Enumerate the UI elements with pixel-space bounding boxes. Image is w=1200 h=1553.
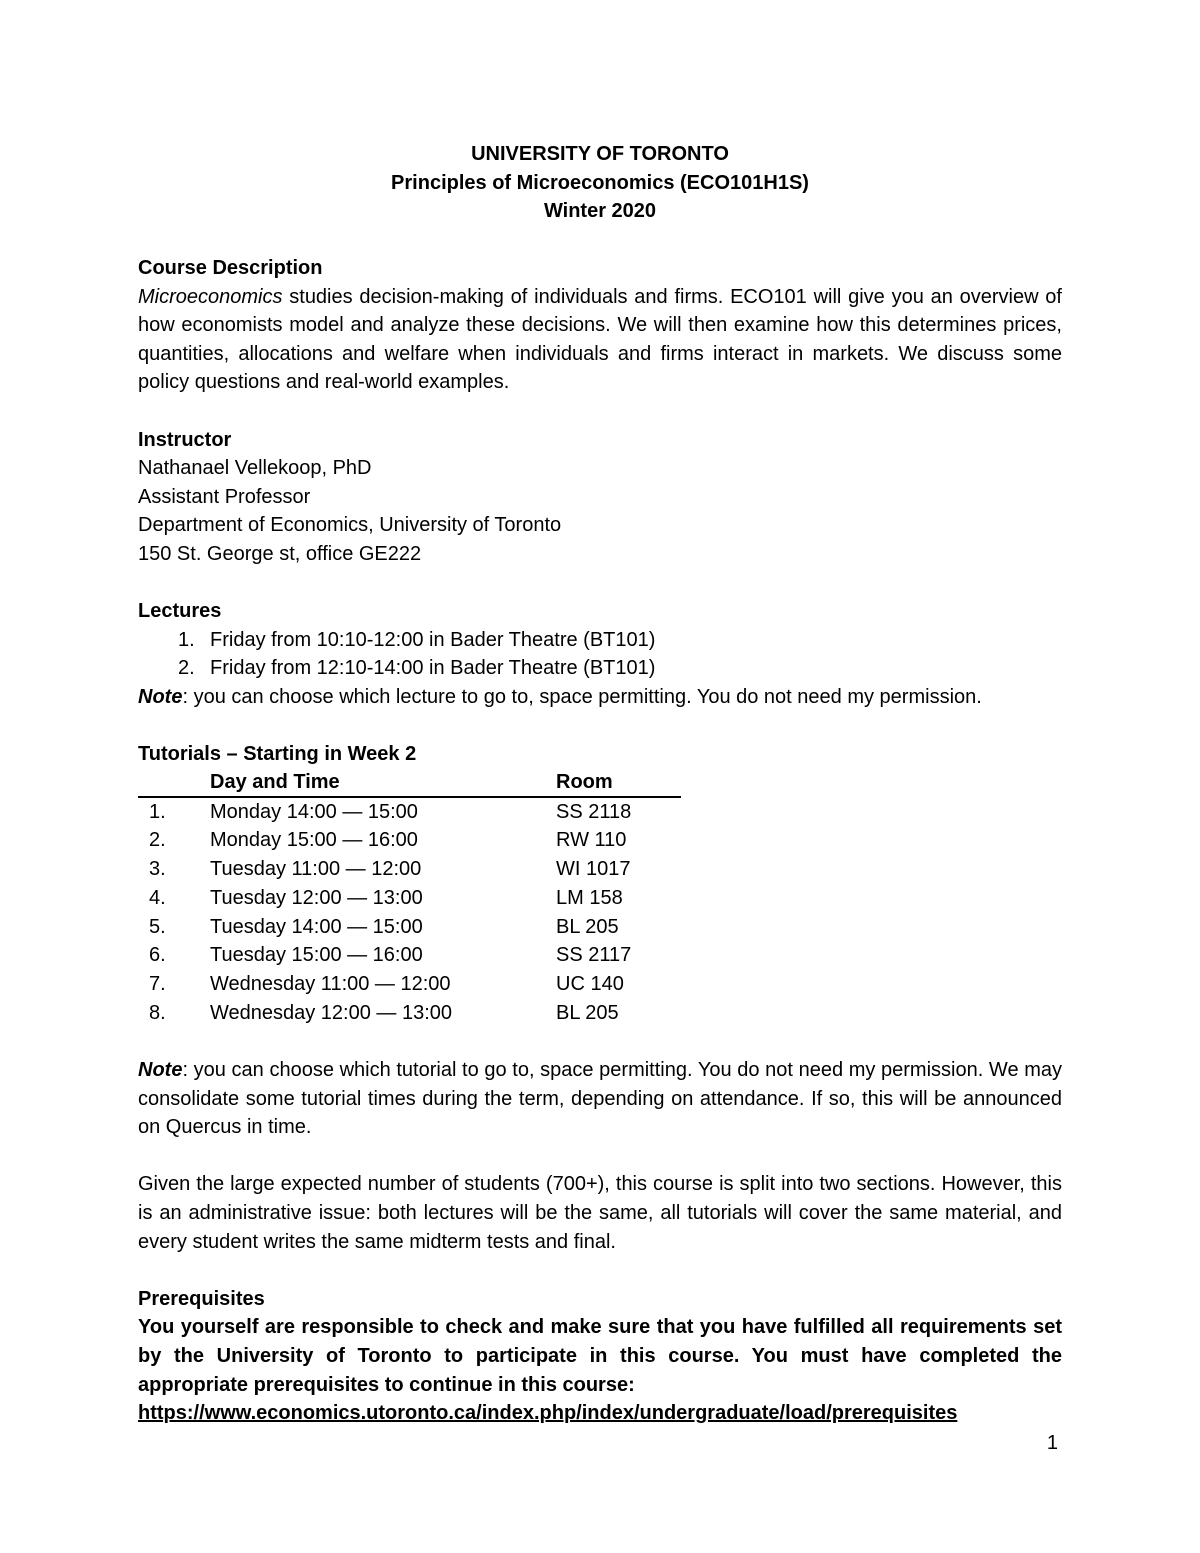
row-time: Monday 15:00 — 16:00 xyxy=(210,829,418,852)
column-header-room: Room xyxy=(556,769,681,797)
prerequisites-text: You yourself are responsible to check and make sure that you have fulfilled all requirements set by the University of Toronto to participate in this course. You must have completed the appropriate prerequisites to continue in this course: xyxy=(138,1316,1062,1396)
document-page xyxy=(138,140,1062,1428)
tutorials-table xyxy=(138,769,681,1028)
note-label: Note xyxy=(138,686,183,708)
row-number: 4. xyxy=(149,886,166,909)
table-row xyxy=(138,941,681,970)
lectures-heading: Lectures xyxy=(138,600,222,623)
university-title: UNIVERSITY OF TORONTO xyxy=(471,143,729,165)
table-row xyxy=(138,797,681,827)
row-number: 8. xyxy=(149,1001,166,1024)
row-room: BL 205 xyxy=(556,1001,619,1024)
prerequisites-link[interactable]: https://www.economics.utoronto.ca/index.php/index/undergraduate/load/prerequisites xyxy=(138,1402,958,1425)
instructor-title: Assistant Professor xyxy=(138,485,311,508)
row-number: 5. xyxy=(149,915,166,938)
table-row xyxy=(138,913,681,942)
row-room: WI 1017 xyxy=(556,858,631,881)
row-number: 7. xyxy=(149,973,166,995)
row-time: Tuesday 12:00 — 13:00 xyxy=(210,886,423,909)
tutorials-heading: Tutorials – Starting in Week 2 xyxy=(138,743,417,766)
table-row xyxy=(138,970,681,999)
description-lead: Microeconomics xyxy=(138,285,283,308)
page-number: 1 xyxy=(1046,1432,1058,1454)
instructor-name: Nathanael Vellekoop, PhD xyxy=(138,457,372,480)
note-text: : you can choose which lecture to go to, space permitting. You do not need my permission. xyxy=(182,686,982,708)
row-room: SS 2117 xyxy=(556,944,632,967)
lecture-text: Friday from 10:10-12:00 in Bader Theatre (BT101) xyxy=(210,628,656,651)
lecture-item xyxy=(178,654,1062,683)
row-number: 6. xyxy=(149,944,166,967)
table-row xyxy=(138,855,681,884)
row-number: 3. xyxy=(149,858,166,881)
note-label: Note xyxy=(138,1059,183,1081)
row-time: Monday 14:00 — 15:00 xyxy=(210,800,418,823)
row-time: Tuesday 15:00 — 16:00 xyxy=(210,944,423,967)
row-room: BL 205 xyxy=(556,915,619,938)
row-room: LM 158 xyxy=(556,886,623,909)
lecture-number: 1. xyxy=(178,628,195,651)
tutorials-note xyxy=(138,1056,1062,1142)
sections-paragraph: Given the large expected number of students (700+), this course is split into two sections. However, this is an administrative issue: both lectures will be the same, all tutorials will cover the same material, and every student writes the same midterm tests and final. xyxy=(138,1173,1062,1253)
lecture-item xyxy=(178,626,1062,655)
row-time: Wednesday 12:00 — 13:00 xyxy=(210,1001,453,1024)
note-text: : you can choose which tutorial to go to, space permitting. You do not need my permission. We may consolidate some tutorial times during the term, depending on attendance. If so, this will be announced on Quercus in time. xyxy=(138,1059,1062,1139)
lectures-list xyxy=(138,626,1062,683)
column-header-number xyxy=(138,769,210,797)
table-row xyxy=(138,884,681,913)
column-header-time: Day and Time xyxy=(210,769,556,797)
instructor-address: 150 St. George st, office GE222 xyxy=(138,543,422,566)
row-number: 1. xyxy=(149,800,166,823)
row-room: SS 2118 xyxy=(556,800,632,823)
row-number: 2. xyxy=(149,829,166,852)
lecture-text: Friday from 12:10-14:00 in Bader Theatre (BT101) xyxy=(210,657,656,680)
course-title: Principles of Microeconomics (ECO101H1S) xyxy=(391,171,809,194)
instructor-department: Department of Economics, University of Toronto xyxy=(138,514,562,537)
table-row xyxy=(138,999,681,1028)
lecture-number: 2. xyxy=(178,657,195,680)
table-row xyxy=(138,826,681,855)
row-room: RW 110 xyxy=(556,829,627,852)
lectures-note xyxy=(138,683,1062,712)
row-time: Tuesday 11:00 — 12:00 xyxy=(210,858,422,881)
row-time: Tuesday 14:00 — 15:00 xyxy=(210,915,423,938)
instructor-heading: Instructor xyxy=(138,428,232,451)
description-heading: Course Description xyxy=(138,257,323,280)
term-title: Winter 2020 xyxy=(543,200,657,222)
row-time: Wednesday 11:00 — 12:00 xyxy=(210,973,451,995)
description-text xyxy=(138,283,1062,397)
prerequisites-link-line xyxy=(138,1399,1062,1428)
table-header-row xyxy=(138,769,681,797)
description-body: studies decision-making of individuals and firms. ECO101 will give you an overview of how economists model and analyze these decisions. We will then examine how this determines prices, quantities, allocations and welfare when individuals and firms interact in markets. We discuss some policy questions and real-world examples. xyxy=(138,285,1062,394)
row-room: UC 140 xyxy=(556,973,624,995)
prerequisites-heading: Prerequisites xyxy=(138,1287,265,1310)
